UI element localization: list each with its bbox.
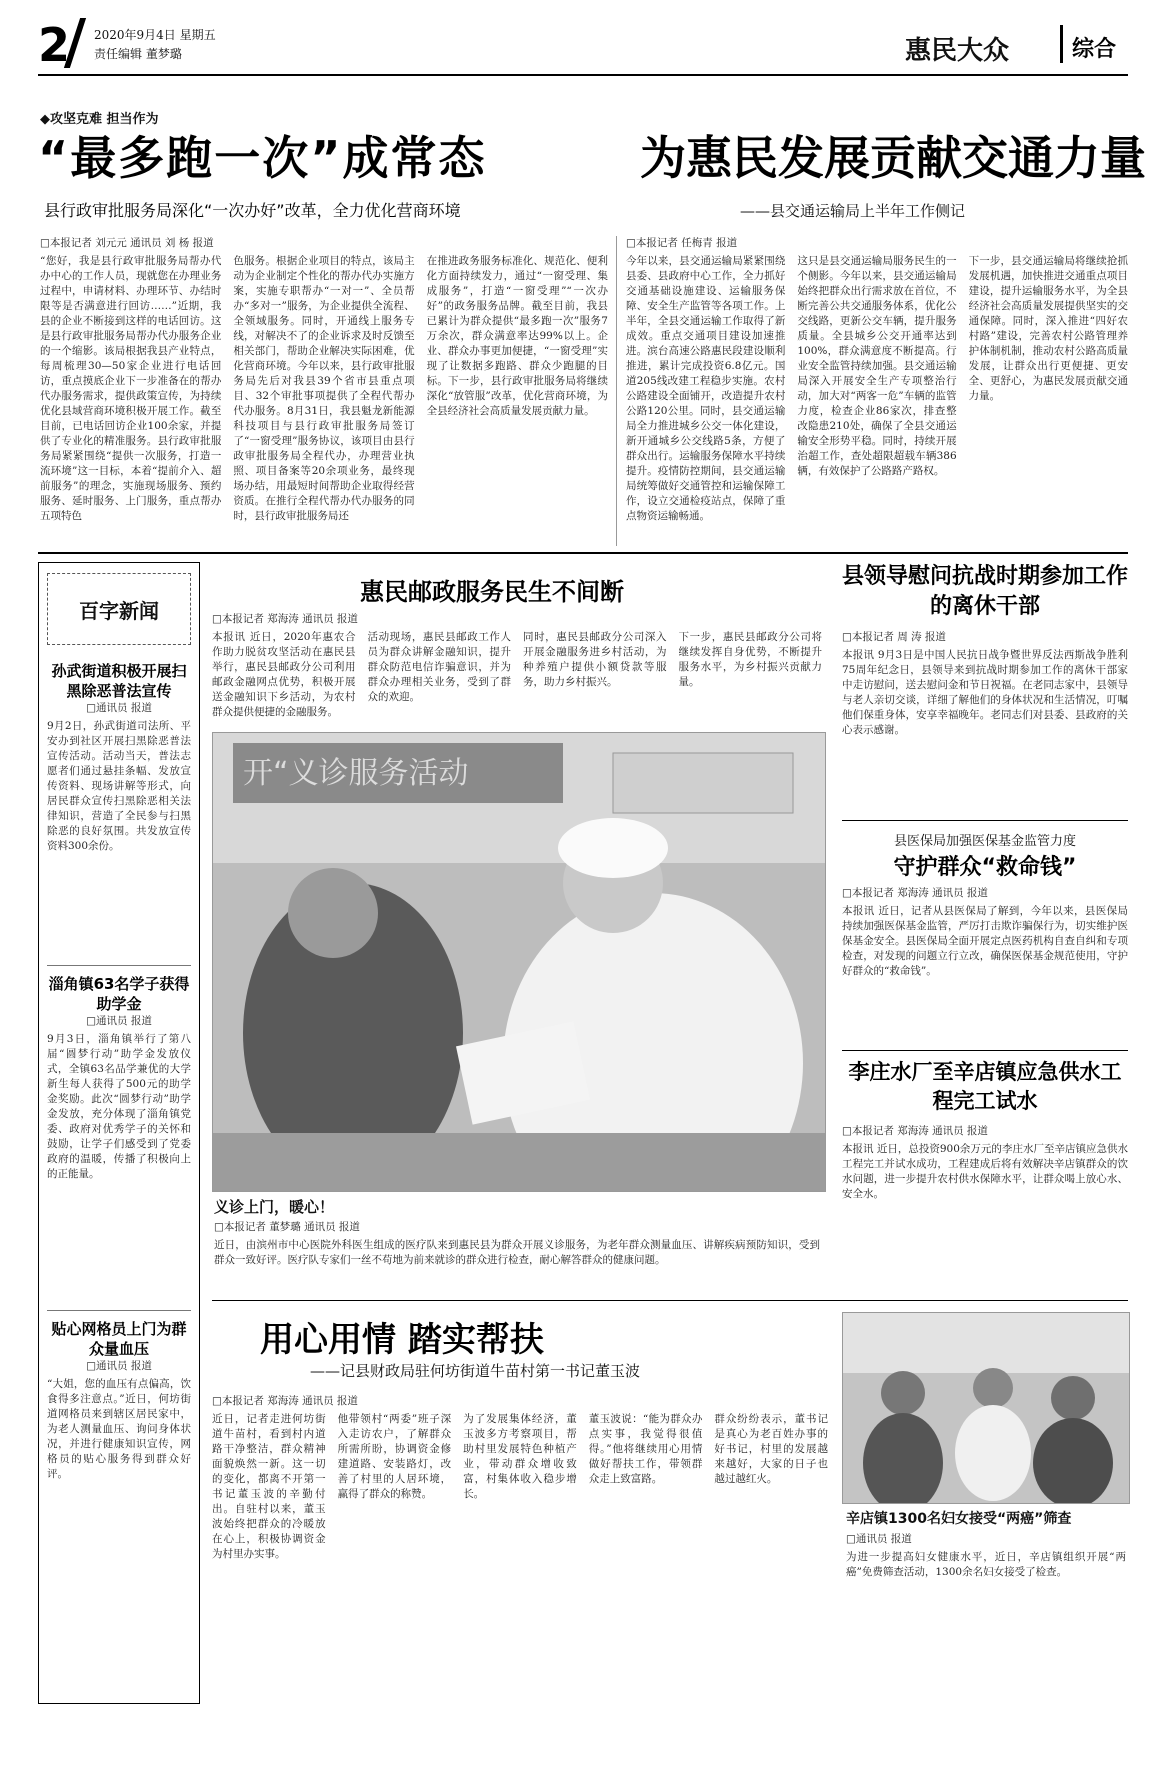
brief-item-1: [39, 655, 199, 965]
postal-col1: 本报讯 近日，2020年惠农合作助力脱贫攻坚活动在惠民县举行，惠民县邮政分公司利用邮政金融网点优势，积极开展送金融知识下乡活动，为农村群众提供便捷的金融服务。: [212, 631, 356, 718]
feature-col3: 为了发展集体经济，董玉波多方考察项目，帮助村里发展特色种植产业，带动群众增收致富，村集体收入稳步增长。: [463, 1413, 577, 1500]
veterans-title: 县领导慰问抗战时期参加工作的离休干部: [842, 564, 1129, 619]
brief-item-3-byline: □通讯员 报道: [86, 1360, 152, 1372]
medical-byline: □本报记者 郑海涛 通讯员 报道: [842, 887, 988, 899]
brief-item-2: [39, 966, 199, 1310]
postal-col4: 下一步，惠民县邮政分公司将继续发挥自身优势，不断提升服务水平，为乡村振兴贡献力量。: [678, 631, 822, 688]
art2-col2: 这只是县交通运输局服务民生的一个侧影。今年以来，县交通运输局始终把群众出行需求放在首位，不断完善公共交通服务体系，优化公交线路，更新公交车辆，提升服务质量。全县城乡公交开通率达到100%，群众满意度不断提高。行业安全监管持续加强。县交通运输局深入开展安全生产专项整治行动，加大对“两客一危”车辆的监管力度，检查企业86家次，排查整改隐患210处，确保了全县交通运输安全形势平稳。同时，持续开展治超工作，查处超限超载车辆386辆，有效保护了公路路产路权。: [797, 255, 957, 477]
water-title: 李庄水厂至辛店镇应急供水工程完工试水: [848, 1060, 1122, 1113]
masthead-divider: [1060, 25, 1063, 63]
postal-byline: □本报记者 郑海涛 通讯员 报道: [212, 613, 358, 625]
art2-col1: 今年以来，县交通运输局紧紧围绕县委、县政府中心工作，全力抓好交通基础设施建设、运输服务保障、安全生产监管等各项工作。上半年，全县交通运输工作取得了新成效。重点交通项目建设加速推进。滨台高速公路惠民段建设顺利推进，累计完成投资6.8亿元。国道205线改建工程稳步实施。农村公路建设全面铺开，改造提升农村公路120公里。同时，县交通运输局全力推进城乡公交一体化建设，新开通城乡公交线路5条，方便了群众出行。运输服务保障水平持续提升。疫情防控期间，县交通运输局统筹做好交通管控和运输保障工作，设立交通检疫站点，保障了重点物资运输畅通。: [626, 255, 786, 522]
brief-item-2-title: 淄角镇63名学子获得助学金: [48, 975, 190, 1013]
veterans-body: 本报讯 9月3日是中国人民抗日战争暨世界反法西斯战争胜利75周年纪念日，县领导来到抗战时期参加工作的离休干部家中走访慰问，送去慰问金和节日祝福。在老同志家中，县领导与老人亲切交谈，详细了解他们的身体状况和生活情况，叮嘱他们保重身体，安享幸福晚年。老同志们对县委、县政府的关心表示感谢。: [842, 649, 1128, 736]
brief-news-sidebar: [38, 562, 200, 1704]
section-rule-bottom: [212, 1300, 1128, 1301]
art1-col3: 在推进政务服务标准化、规范化、便利化方面持续发力，通过“一窗受理、集成服务”，打造“一窗受理”“一次办好”的政务服务品牌。截至目前，我县已累计为群众提供“最多跑一次”服务7万余次，群众满意率达99%以上。企业、群众办事更加便捷，“一窗受理”实现了让数据多跑路、群众少跑腿的目标。下一步，县行政审批服务局将继续深化“放管服”改革，优化营商环境，为全县经济社会高质量发展贡献力量。: [426, 255, 608, 417]
brief-item-3: [39, 1311, 199, 1505]
screening-body: 为进一步提高妇女健康水平，近日，辛店镇组织开展“两癌”免费筛查活动，1300余名妇女接受了检查。: [846, 1551, 1126, 1578]
postal-col3: 同时，惠民县邮政分公司深入开展金融服务进乡村活动，为种养殖户提供小额贷款等服务，助力乡村振兴。: [523, 631, 667, 688]
screening-story: [846, 1532, 1126, 1610]
art1-subtitle: 县行政审批服务局深化“一次办好”改革，全力优化营商环境: [44, 201, 461, 220]
photo-banner-text: 开“义诊服务活动: [243, 756, 469, 791]
feature-col4: 董玉波说：“能为群众办点实事，我觉得很值得。”他将继续用心用情做好帮扶工作，带领群众走上致富路。: [588, 1413, 703, 1485]
art1-col1: “您好，我是县行政审批服务局帮办代办中心的工作人员，现就您在办理业务过程中，申请材料、办理环节、办结时限等是否满意进行回访……”近期，我县的企业不断接到这样的电话回访。这是县行政审批服务局帮办代办服务企业的一个缩影。该局根据我县产业特点，每周梳理30—50家企业进行电话回访，重点摸底企业下一步准备在的帮办代办服务需求，提供政策宣传，为持续优化县域营商环境积极开展工作。截至目前，已电话回访企业100余家，并提供了专业化的精准服务。县行政审批服务局紧紧围绕“提供一次服务，打造一流环境”这一目标，本着“提前介入、超前服务”的理念，实施现场服务、预约服务、延时服务、上门服务，重点帮办五项特色: [40, 255, 222, 522]
brief-item-2-body: 9月3日，淄角镇举行了第八届“圆梦行动”助学金发放仪式，全镇63名品学兼优的大学新生每人获得了500元的助学金奖励。此次“圆梦行动”助学金发放，充分体现了淄角镇党委、政府对优秀学子的关怀和鼓励，让学子们感受到了党委政府的温暖，传播了积极向上的正能量。: [47, 1033, 191, 1180]
veterans-story: [842, 630, 1128, 828]
brief-item-1-byline: □通讯员 报道: [86, 702, 152, 714]
water-byline: □本报记者 郑海涛 通讯员 报道: [842, 1125, 988, 1137]
editor-credit: 责任编辑 董梦璐: [94, 47, 182, 61]
masthead-logo: 惠民大众: [905, 36, 1010, 66]
postal-col2: 活动现场，惠民县邮政工作人员为群众讲解金融知识，提升群众防范电信诈骗意识，并为群众办理相关业务，受到了群众的欢迎。: [367, 631, 511, 703]
feature-body: [212, 1394, 828, 1702]
section-rule-top: [38, 552, 1128, 554]
column-divider: [842, 820, 1128, 821]
feature-col5: 群众纷纷表示，董书记是真心为老百姓办事的好书记，村里的发展越来越好，大家的日子也越过越红火。: [714, 1413, 828, 1485]
feature-col2: 他带领村“两委”班子深入走访农户，了解群众所需所盼，协调资金修建道路、安装路灯，改善了村里的人居环境，赢得了群众的称赞。: [337, 1413, 452, 1500]
art2-body: [626, 236, 1128, 544]
art2-subtitle: ——县交通运输局上半年工作侧记: [740, 202, 966, 220]
photo-body: 近日，由滨州市中心医院外科医生组成的医疗队来到惠民县为群众开展义诊服务，为老年群众测量血压、讲解疾病预防知识，受到群众一致好评。医疗队专家们一丝不苟地为前来就诊的群众进行检查，耐心解答群众的健康问题。: [214, 1239, 820, 1266]
photo-byline: □本报记者 董梦璐 通讯员 报道: [214, 1221, 360, 1233]
brief-news-logo: 百字新闻: [47, 573, 191, 645]
kicker-label: ◆攻坚克难 担当作为: [40, 112, 159, 127]
feature-byline: □本报记者 郑海涛 通讯员 报道: [212, 1395, 358, 1407]
column-divider: [842, 1050, 1128, 1051]
art1-body: [40, 236, 608, 544]
page-number: 2: [38, 18, 71, 72]
brief-item-1-body: 9月2日，孙武街道司法所、平安办到社区开展扫黑除恶普法宣传活动。活动当天，普法志愿者们通过悬挂条幅、发放宣传资料、现场讲解等形式，向居民群众宣传扫黑除恶相关法律知识，营造了全民参与扫黑除恶的良好氛围。共发放宣传资料300余份。: [47, 720, 191, 852]
medical-story: [842, 886, 1128, 1054]
art1-title: “最多跑一次”成常态: [38, 131, 487, 185]
water-story: [842, 1124, 1128, 1292]
water-body: 本报讯 近日，总投资900余万元的李庄水厂至辛店镇应急供水工程完工并试水成功，工程建成后将有效解决辛店镇群众的饮水问题，进一步提升农村供水保障水平，让群众喝上放心水、安全水。: [842, 1143, 1128, 1200]
veterans-byline: □本报记者 周 涛 报道: [842, 631, 946, 643]
art1-col2: 色服务。根据企业项目的特点，该局主动为企业制定个性化的帮办代办实施方案，实施专职帮办“一对一”、全员帮办“多对一”服务，为企业提供全流程、全领域服务。同时，开通线上服务专线，对解决不了的企业诉求及时反馈至相关部门，帮助企业解决实际困难，优化营商环境。今年以来，县行政审批服务局先后对我县39个省市县重点项目、32个审批事项提供了全程代帮办代办服务。8月31日，我县魁龙新能源科技项目与县行政审批服务局签订了“一窗受理”服务协议，该项目由县行政审批服务局全程代办，办理营业执照、项目备案等20余项业务，最终现场办结，用最短时间帮助企业取得经营资质。在推行全程代帮办代办服务的同时，县行政审批服务局还: [233, 255, 415, 522]
brief-item-1-title: 孙武街道积极开展扫黑除恶普法宣传: [51, 662, 187, 700]
brief-item-2-byline: □通讯员 报道: [86, 1015, 152, 1027]
brief-item-3-body: “大姐，您的血压有点偏高，饮食得多注意点。”近日，何坊街道网格员来到辖区居民家中，为老人测量血压、询问身体状况，并进行健康知识宣传，网格员的贴心服务得到群众好评。: [47, 1378, 191, 1480]
art2-col3: 下一步，县交通运输局将继续抢抓发展机遇，加快推进交通重点项目建设，提升运输服务水平，为全县经济社会高质量发展提供坚实的交通保障。同时，深入推进“四好农村路”建设，完善农村公路管理养护体制机制，推动农村公路高质量发展，让群众出行更便捷、更安全、更舒心，为惠民发展贡献交通力量。: [968, 255, 1128, 402]
postal-title: 惠民邮政服务民生不间断: [360, 578, 624, 606]
medical-outreach-photo: [212, 732, 826, 1192]
screening-byline: □通讯员 报道: [846, 1533, 912, 1545]
art1-byline: □本报记者 刘元元 通讯员 刘 杨 报道: [40, 237, 214, 249]
brief-item-3-title: 贴心网格员上门为群众量血压: [51, 1320, 187, 1358]
issue-date: 2020年9月4日 星期五: [94, 28, 216, 42]
photo-caption: 义诊上门，暖心！: [214, 1198, 335, 1216]
postal-body: [212, 612, 822, 720]
art2-title: 为惠民发展贡献交通力量: [640, 131, 1146, 185]
feature-subtitle: ——记县财政局驻何坊街道牛苗村第一书记董玉波: [310, 1362, 641, 1380]
header-rule: [38, 74, 1128, 76]
photo-story: [214, 1220, 820, 1308]
screening-photo: [842, 1312, 1130, 1504]
column-divider: [616, 236, 617, 546]
medical-title: 守护群众“救命钱”: [893, 855, 1077, 880]
medical-body: 本报讯 近日，记者从县医保局了解到，今年以来，县医保局持续加强医保基金监管，严厉打击欺诈骗保行为，切实维护医保基金安全。县医保局全面开展定点医药机构自查自纠和专项检查，对发现的问题立行立改，确保医保基金规范使用，守护好群众的“救命钱”。: [842, 905, 1128, 977]
medical-kicker: 县医保局加强医保基金监管力度: [893, 834, 1076, 849]
feature-col1: 近日，记者走进何坊街道牛苗村，看到村内道路干净整洁，群众精神面貌焕然一新。这一切的变化，都离不开第一书记董玉波的辛勤付出。自驻村以来，董玉波始终把群众的冷暖放在心上，积极协调资金为村里办实事。: [212, 1413, 326, 1560]
section-name: 综合: [1072, 37, 1117, 62]
screening-caption: 辛店镇1300名妇女接受“两癌”筛查: [846, 1511, 1072, 1527]
feature-title: 用心用情 踏实帮扶: [260, 1320, 544, 1360]
art2-byline: □本报记者 任梅青 报道: [626, 237, 738, 249]
